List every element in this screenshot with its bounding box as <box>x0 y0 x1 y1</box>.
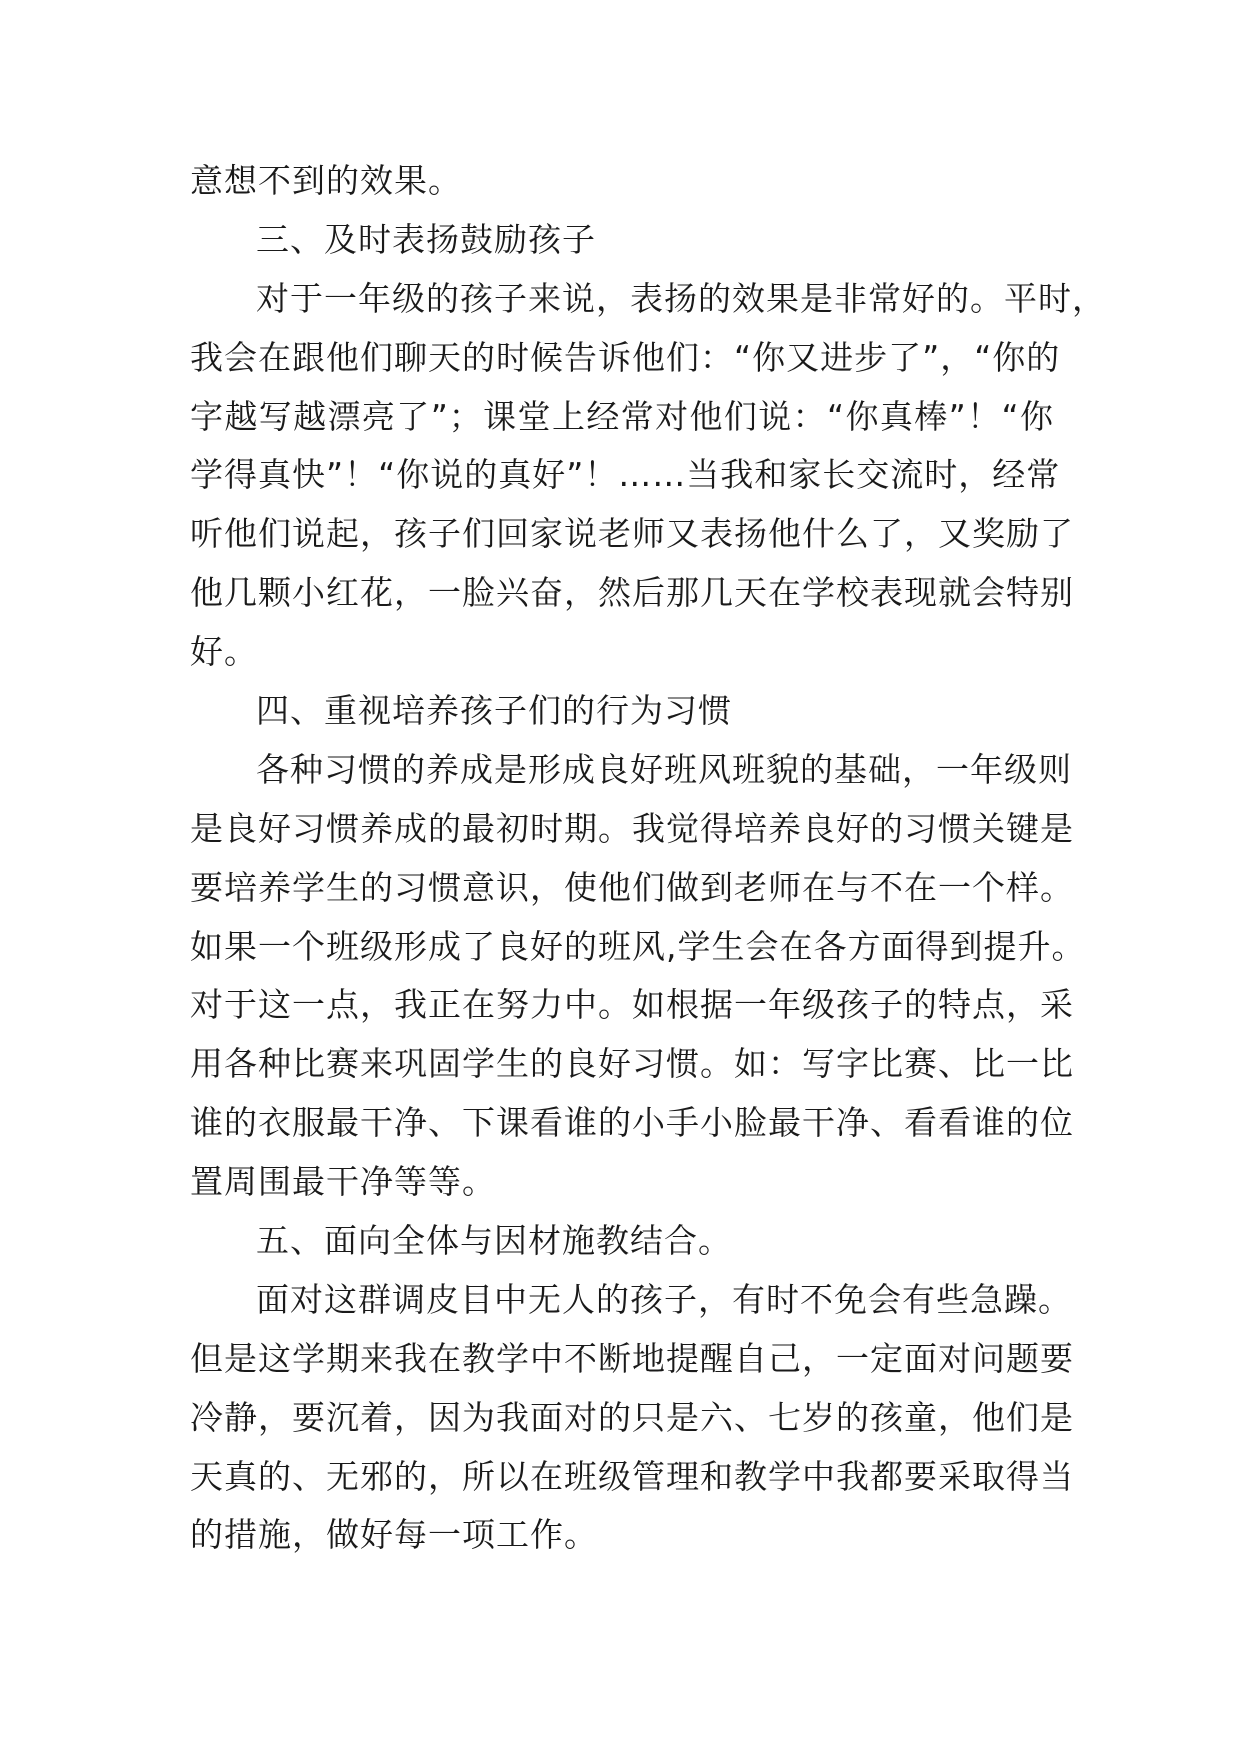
paragraph-line: 我会在跟他们聊天的时候告诉他们：“你又进步了”，“你的 <box>190 337 1061 377</box>
paragraph-line: 的措施，做好每一项工作。 <box>190 1515 598 1555</box>
paragraph-line: 谁的衣服最干净、下课看谁的小手小脸最干净、看看谁的位 <box>190 1103 1074 1143</box>
paragraph-line: 听他们说起，孩子们回家说老师又表扬他什么了，又奖励了 <box>190 514 1074 554</box>
paragraph-line: 好。 <box>190 632 258 672</box>
paragraph-line: 如果一个班级形成了良好的班风,学生会在各方面得到提升。 <box>190 926 1086 966</box>
paragraph-line: 天真的、无邪的，所以在班级管理和教学中我都要采取得当 <box>190 1456 1074 1496</box>
paragraph-line: 字越写越漂亮了”；课堂上经常对他们说：“你真棒”！“你 <box>190 396 1054 436</box>
body-text <box>190 152 1106 1565</box>
paragraph-line: 面对这群调皮目中无人的孩子，有时不免会有些急躁。 <box>256 1279 1072 1319</box>
paragraph-line: 对于这一点，我正在努力中。如根据一年级孩子的特点，采 <box>190 985 1074 1025</box>
paragraph-line: 但是这学期来我在教学中不断地提醒自己，一定面对问题要 <box>190 1338 1074 1378</box>
section-heading: 四、重视培养孩子们的行为习惯 <box>256 691 732 731</box>
paragraph-line: 是良好习惯养成的最初时期。我觉得培养良好的习惯关键是 <box>190 808 1074 848</box>
section-heading: 五、面向全体与因材施教结合。 <box>256 1221 732 1261</box>
paragraph-line: 各种习惯的养成是形成良好班风班貌的基础，一年级则 <box>256 749 1072 789</box>
paragraph-line: 要培养学生的习惯意识，使他们做到老师在与不在一个样。 <box>190 867 1074 907</box>
paragraph-line: 他几颗小红花，一脸兴奋，然后那几天在学校表现就会特别 <box>190 573 1074 613</box>
section-heading: 三、及时表扬鼓励孩子 <box>256 219 596 259</box>
paragraph-line: 用各种比赛来巩固学生的良好习惯。如：写字比赛、比一比 <box>190 1044 1074 1084</box>
paragraph-line: 对于一年级的孩子来说，表扬的效果是非常好的。平时， <box>256 278 1106 318</box>
paragraph-line: 冷静，要沉着，因为我面对的只是六、七岁的孩童，他们是 <box>190 1397 1074 1437</box>
paragraph-line: 置周围最干净等等。 <box>190 1162 496 1202</box>
paragraph-line: 意想不到的效果。 <box>190 161 462 200</box>
paragraph-line: 学得真快”！“你说的真好”！……当我和家长交流时，经常 <box>190 455 1061 495</box>
